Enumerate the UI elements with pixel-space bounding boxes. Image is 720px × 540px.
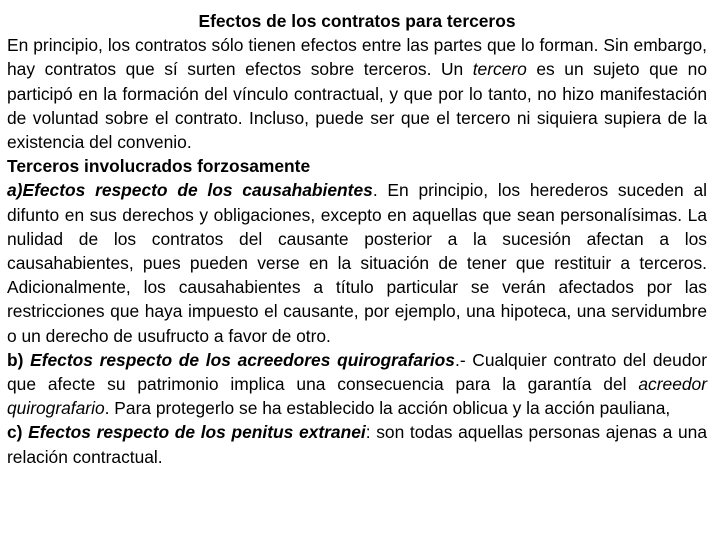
item-b-body-1: .- Cualquier contrato del deudor que afecte su patrimonio implica una consecuencia para la garantía del	[7, 349, 707, 395]
intro-text-2: es un sujeto que no participó en la formación del vínculo contractual, y que por lo tanto, no hizo manifestación de voluntad sobre el contrato. Incluso, puede ser que el tercero ni siquiera supiera de la existencia del convenio.	[7, 59, 707, 153]
document-title: Efectos de los contratos para terceros	[198, 11, 516, 31]
item-c-heading: Efectos respecto de los penitus extranei	[28, 422, 366, 443]
intro-term: tercero	[472, 59, 527, 80]
item-b-paragraph	[7, 348, 707, 421]
item-c-body: : son todas aquellas personas ajenas a una relación contractual.	[7, 422, 707, 467]
item-c-paragraph	[7, 420, 707, 468]
item-a-paragraph	[7, 178, 707, 347]
item-a-heading: Efectos respecto de los causahabientes	[22, 180, 373, 201]
item-a-body: . En principio, los herederos suceden al difunto en sus derechos y obligaciones, excepto en aquellas que sean personalísimas. La nulidad de los contratos del causante posterior a la sucesión afectan a los causahabientes, pues pueden verse en la situación de tener que restituir a terceros. Adicionalmente, los causahabientes a título particular se verán afectados por las restricciones que haya impuesto el causante, por ejemplo, una hipoteca, una servidumbre o un derecho de usufructo a favor de otro.	[7, 180, 707, 346]
section-heading: Terceros involucrados forzosamente	[7, 156, 311, 177]
item-a-marker: a)	[7, 180, 23, 201]
item-b-heading: Efectos respecto de los acreedores quirografarios	[30, 349, 455, 370]
item-c-marker: c)	[7, 422, 23, 443]
item-b-marker: b)	[7, 349, 24, 370]
item-b-term: acreedor quirografario	[7, 374, 707, 419]
item-b-body-2: . Para protegerlo se ha establecido la acción oblicua y la acción pauliana,	[104, 398, 671, 419]
intro-paragraph	[7, 33, 707, 154]
document-page	[7, 9, 707, 469]
intro-text-1: En principio, los contratos sólo tienen efectos entre las partes que lo forman. Sin embargo, hay contratos que sí surten efectos sobre terceros. Un	[7, 35, 707, 80]
